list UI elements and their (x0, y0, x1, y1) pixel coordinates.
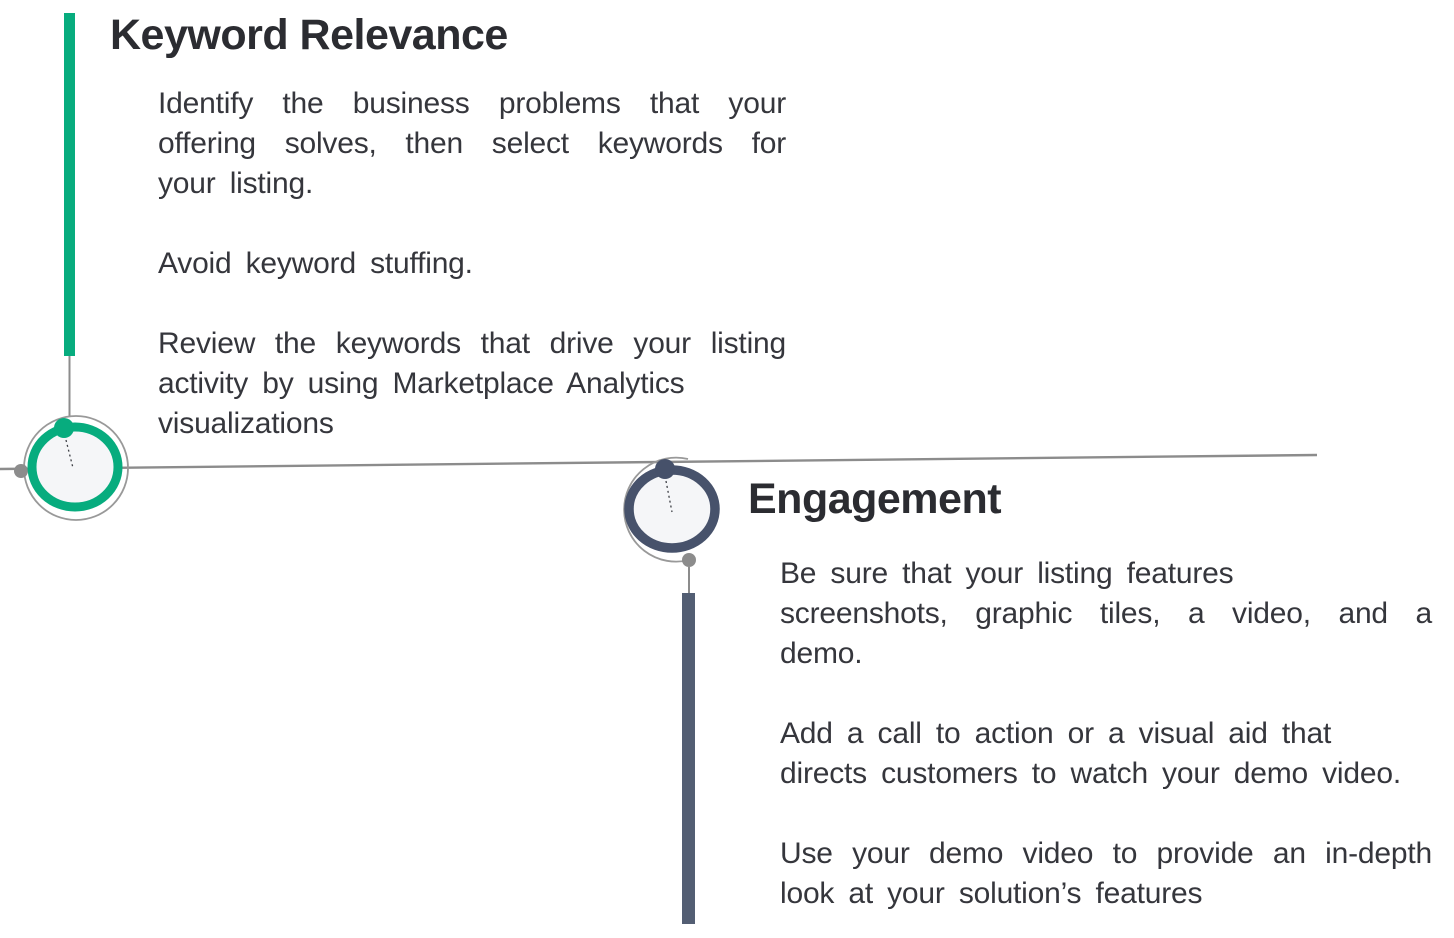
engagement-bottom-dot (682, 553, 696, 567)
paragraph (780, 834, 1432, 914)
keyword-relevance-body (158, 84, 786, 444)
body-line: Identify the business problems that your (158, 87, 786, 120)
body-line: activity by using Marketplace Analytics (158, 367, 685, 400)
body-line: demo. (780, 637, 863, 670)
keyword-relevance-title: Keyword Relevance (110, 11, 508, 59)
body-line: directs customers to watch your demo video. (780, 757, 1401, 790)
paragraph (158, 84, 786, 204)
engagement-title: Engagement (748, 475, 1002, 523)
keyword-relevance-top-dot (54, 418, 74, 438)
engagement-body (780, 554, 1432, 914)
body-line: Be sure that your listing features (780, 557, 1234, 590)
body-line: Use your demo video to provide an in-depth (780, 837, 1432, 870)
paragraph (780, 714, 1432, 794)
axis-left-dot (14, 464, 28, 478)
keyword-relevance-bar (64, 13, 75, 356)
body-line: look at your solution’s features (780, 877, 1203, 910)
body-line: your listing. (158, 167, 314, 200)
body-line: Review the keywords that drive your listing (158, 327, 786, 360)
body-line: Avoid keyword stuffing. (158, 247, 473, 280)
body-line: visualizations (158, 407, 334, 440)
paragraph (780, 554, 1432, 674)
engagement-milestone-circle (629, 470, 715, 548)
engagement-top-dot (655, 459, 675, 479)
paragraph (158, 324, 786, 444)
body-line: offering solves, then select keywords for (158, 127, 786, 160)
paragraph (158, 244, 786, 284)
keyword-relevance-milestone-circle (32, 427, 118, 507)
body-line: Add a call to action or a visual aid that (780, 717, 1332, 750)
body-line: screenshots, graphic tiles, a video, and a (780, 597, 1432, 630)
engagement-bar (682, 593, 695, 924)
